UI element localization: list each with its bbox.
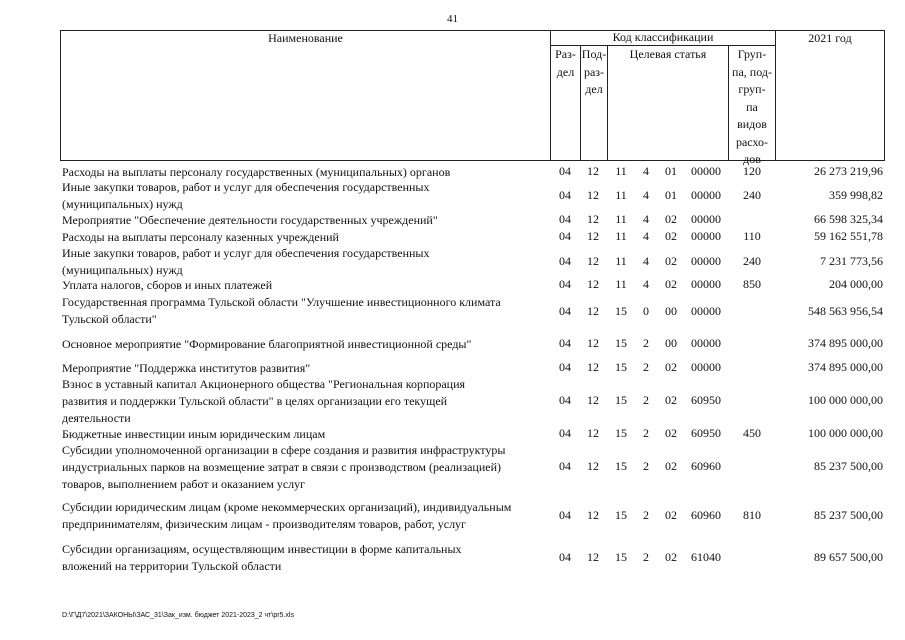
row-amount: 59 162 551,78: [814, 229, 883, 243]
row-target-1: 11: [615, 229, 627, 243]
header-classification: Код классификации: [612, 30, 714, 44]
row-podrazdel: 12: [587, 426, 599, 440]
row-razdel: 04: [559, 254, 571, 268]
row-name: Уплата налогов, сборов и иных платежей: [62, 278, 273, 292]
header-name: Наименование: [268, 31, 343, 45]
row-amount: 26 273 219,96: [814, 164, 883, 178]
row-target-4: 00000: [691, 360, 721, 374]
row-target-2: 4: [643, 277, 649, 291]
row-target-4: 60950: [691, 426, 721, 440]
row-name: Расходы на выплаты персоналу государственных (муниципальных) органов: [62, 165, 451, 179]
row-podrazdel: 12: [587, 164, 599, 178]
header-razdel: Раз- дел: [555, 47, 576, 79]
row-amount: 7 231 773,56: [820, 254, 883, 268]
row-amount: 85 237 500,00: [814, 508, 883, 522]
row-name: Расходы на выплаты персоналу казенных учреждений: [62, 230, 339, 244]
row-amount: 66 598 325,34: [814, 212, 883, 226]
row-target-4: 00000: [691, 229, 721, 243]
row-podrazdel: 12: [587, 336, 599, 350]
row-name: Мероприятие "Обеспечение деятельности государственных учреждений": [62, 213, 438, 227]
header-podrazdel: Под- раз- дел: [581, 47, 607, 96]
row-target-4: 00000: [691, 164, 721, 178]
row-amount: 374 895 000,00: [808, 336, 883, 350]
row-name: Основное мероприятие "Формирование благоприятной инвестиционной среды": [62, 337, 472, 351]
row-podrazdel: 12: [587, 212, 599, 226]
row-razdel: 04: [559, 393, 571, 407]
header-group: Груп- па, под- груп- па видов расхо- дов: [732, 47, 772, 166]
row-target-4: 60950: [691, 393, 721, 407]
row-target-3: 02: [665, 212, 677, 226]
row-target-1: 15: [615, 360, 627, 374]
row-target-2: 2: [643, 336, 649, 350]
row-amount: 359 998,82: [829, 188, 883, 202]
row-target-3: 00: [665, 336, 677, 350]
row-target-3: 02: [665, 459, 677, 473]
row-razdel: 04: [559, 508, 571, 522]
row-target-3: 00: [665, 304, 677, 318]
row-name: Субсидии уполномоченной организации в сфере создания и развития инфраструктуры индустриальных парков на возмещение затрат в связи с производством (реализацией) товаров, выполнением работ и оказанием услуг: [62, 443, 506, 491]
row-name: Субсидии организациям, осуществляющим инвестиции в форме капитальных вложений на территории Тульской области: [62, 542, 462, 573]
row-target-4: 60960: [691, 508, 721, 522]
row-target-3: 02: [665, 393, 677, 407]
row-amount: 100 000 000,00: [808, 426, 883, 440]
row-target-1: 11: [615, 164, 627, 178]
row-amount: 204 000,00: [829, 277, 883, 291]
row-target-4: 00000: [691, 254, 721, 268]
row-podrazdel: 12: [587, 188, 599, 202]
row-target-1: 15: [615, 393, 627, 407]
row-group: 240: [743, 254, 761, 268]
row-target-1: 15: [615, 550, 627, 564]
row-target-2: 2: [643, 459, 649, 473]
row-target-3: 01: [665, 188, 677, 202]
row-target-4: 00000: [691, 336, 721, 350]
row-group: 450: [743, 426, 761, 440]
row-target-2: 4: [643, 212, 649, 226]
row-target-4: 00000: [691, 304, 721, 318]
row-name: Бюджетные инвестиции иным юридическим лицам: [62, 427, 326, 441]
row-group: 120: [743, 164, 761, 178]
row-target-1: 11: [615, 277, 627, 291]
row-razdel: 04: [559, 229, 571, 243]
row-target-4: 61040: [691, 550, 721, 564]
row-target-2: 2: [643, 426, 649, 440]
row-target-4: 00000: [691, 277, 721, 291]
row-target-1: 11: [615, 212, 627, 226]
row-target-3: 02: [665, 277, 677, 291]
row-target-1: 15: [615, 508, 627, 522]
row-podrazdel: 12: [587, 254, 599, 268]
row-target-2: 2: [643, 550, 649, 564]
row-podrazdel: 12: [587, 229, 599, 243]
row-group: 110: [743, 229, 761, 243]
row-name: Взнос в уставный капитал Акционерного общества "Региональная корпорация развития и поддержки Тульской области" в целях организации его текущей деятельности: [62, 377, 466, 425]
row-amount: 85 237 500,00: [814, 459, 883, 473]
row-target-1: 15: [615, 336, 627, 350]
row-target-3: 02: [665, 254, 677, 268]
row-podrazdel: 12: [587, 550, 599, 564]
row-target-3: 02: [665, 426, 677, 440]
row-target-4: 60960: [691, 459, 721, 473]
row-target-1: 15: [615, 426, 627, 440]
row-target-2: 2: [643, 508, 649, 522]
row-target-2: 2: [643, 393, 649, 407]
row-podrazdel: 12: [587, 277, 599, 291]
row-target-3: 02: [665, 508, 677, 522]
row-razdel: 04: [559, 336, 571, 350]
row-target-4: 00000: [691, 188, 721, 202]
row-podrazdel: 12: [587, 393, 599, 407]
row-target-3: 02: [665, 229, 677, 243]
row-target-1: 11: [615, 254, 627, 268]
row-target-2: 2: [643, 360, 649, 374]
row-razdel: 04: [559, 304, 571, 318]
header-target: Целевая статья: [629, 47, 707, 61]
row-podrazdel: 12: [587, 360, 599, 374]
row-target-4: 00000: [691, 212, 721, 226]
row-podrazdel: 12: [587, 304, 599, 318]
row-group: 850: [743, 277, 761, 291]
page-number: 41: [447, 13, 458, 25]
row-razdel: 04: [559, 164, 571, 178]
row-group: 810: [743, 508, 761, 522]
row-target-2: 4: [643, 164, 649, 178]
row-name: Государственная программа Тульской области "Улучшение инвестиционного климата Тульской области": [62, 295, 501, 326]
row-target-1: 15: [615, 304, 627, 318]
row-target-2: 4: [643, 229, 649, 243]
row-target-1: 15: [615, 459, 627, 473]
row-razdel: 04: [559, 360, 571, 374]
row-podrazdel: 12: [587, 459, 599, 473]
row-target-3: 01: [665, 164, 677, 178]
row-razdel: 04: [559, 212, 571, 226]
row-target-2: 4: [643, 188, 649, 202]
row-amount: 89 657 500,00: [814, 550, 883, 564]
row-target-3: 02: [665, 360, 677, 374]
header-year: 2021 год: [808, 31, 852, 45]
row-target-2: 0: [643, 304, 649, 318]
row-amount: 100 000 000,00: [808, 393, 883, 407]
row-razdel: 04: [559, 277, 571, 291]
row-razdel: 04: [559, 550, 571, 564]
row-razdel: 04: [559, 459, 571, 473]
row-razdel: 04: [559, 188, 571, 202]
row-razdel: 04: [559, 426, 571, 440]
file-path-footer: D:\Г\Д7\2021\ЗАКОНЫ\ЗАС_31\Зак_изм. бюджет 2021-2023_2 чт\pr5.xls: [62, 612, 294, 619]
row-group: 240: [743, 188, 761, 202]
row-amount: 548 563 956,54: [808, 304, 883, 318]
row-name: Иные закупки товаров, работ и услуг для обеспечения государственных (муниципальных) нужд: [62, 246, 430, 277]
row-target-3: 02: [665, 550, 677, 564]
row-name: Мероприятие "Поддержка институтов развития": [62, 361, 311, 375]
row-podrazdel: 12: [587, 508, 599, 522]
row-target-2: 4: [643, 254, 649, 268]
row-amount: 374 895 000,00: [808, 360, 883, 374]
row-name: Субсидии юридическим лицам (кроме некоммерческих организаций), индивидуальным предпринимателям, физическим лицам - производителям товаров, работ, услуг: [62, 500, 512, 531]
row-name: Иные закупки товаров, работ и услуг для обеспечения государственных (муниципальных) нужд: [62, 180, 430, 211]
row-target-1: 11: [615, 188, 627, 202]
